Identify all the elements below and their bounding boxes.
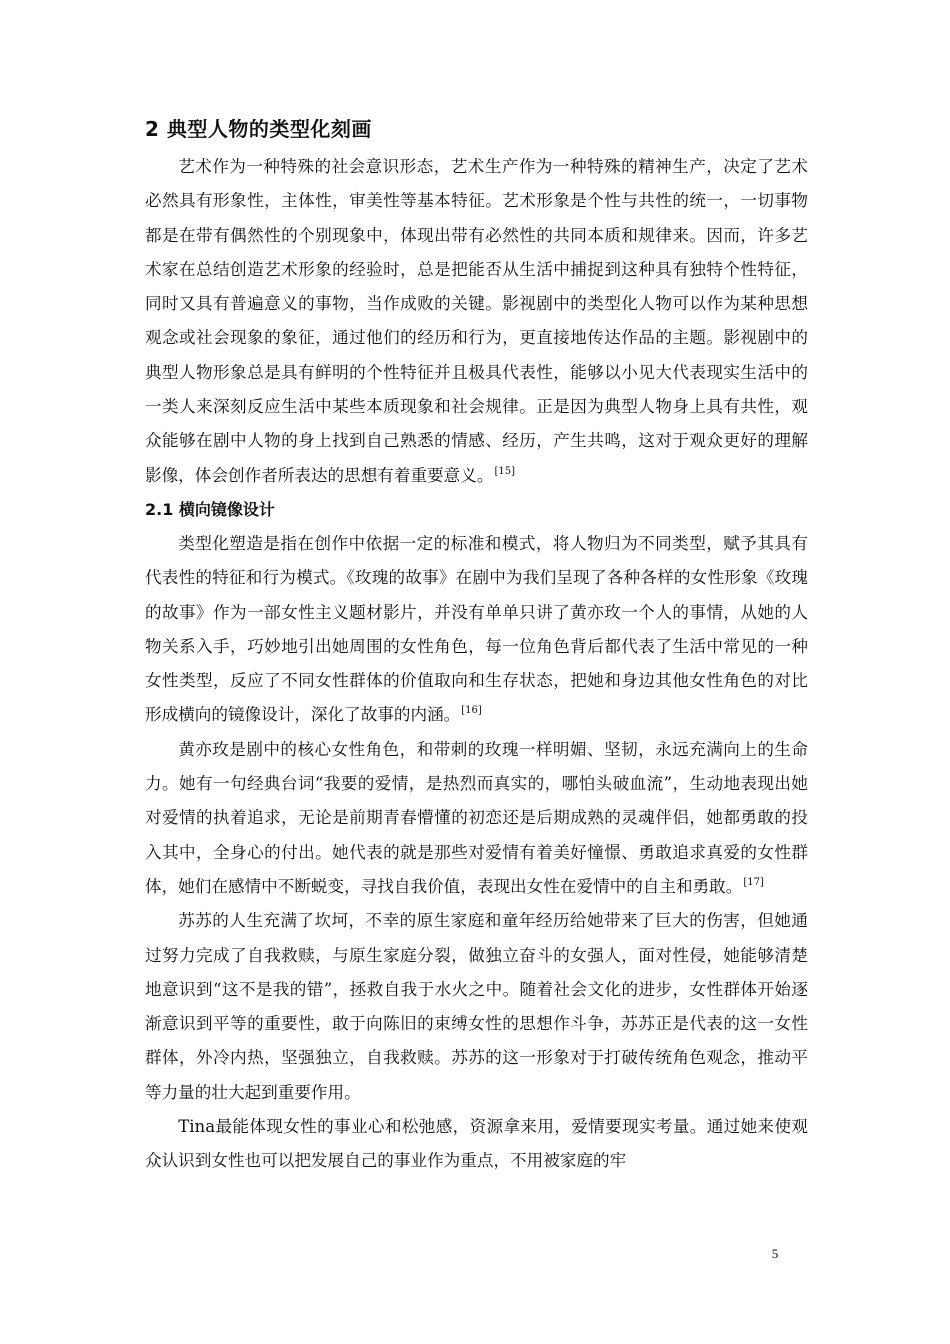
page-content bbox=[145, 112, 808, 1179]
paragraph-text: 苏苏的人生充满了坎坷，不幸的原生家庭和童年经历给她带来了巨大的伤害，但她通过努力完成了自我救赎，与原生家庭分裂，做独立奋斗的女强人，面对性侵，她能够清楚地意识到“这不是我的错”，拯救自我于水火之中。随着社会文化的进步，女性群体开始逐渐意识到平等的重要性，敢于向陈旧的束缚女性的思想作斗争，苏苏正是代表的这一女性群体，外冷内热，坚强独立，自我救赎。苏苏的这一形象对于打破传统角色观念，推动平等力量的壮大起到重要作用。 bbox=[145, 911, 808, 1102]
paragraph bbox=[145, 527, 808, 733]
subsection-heading: 2.1 横向镜像设计 bbox=[145, 499, 275, 519]
paragraph bbox=[145, 733, 808, 904]
paragraph-text: 类型化塑造是指在创作中依据一定的标准和模式，将人物归为不同类型，赋予其具有代表性的特征和行为模式。《玫瑰的故事》在剧中为我们呈现了各种各样的女性形象《玫瑰的故事》作为一部女性主义题材影片，并没有单单只讲了黄亦玫一个人的事情，从她的人物关系入手，巧妙地引出她周围的女性角色，每一位角色背后都代表了生活中常见的一种女性类型，反应了不同女性群体的价值取向和生存状态，把她和身边其他女性角色的对比形成横向的镜像设计，深化了故事的内涵。 bbox=[145, 533, 808, 725]
paragraph bbox=[145, 1110, 808, 1179]
citation-ref: [17] bbox=[743, 876, 764, 888]
citation-ref: [15] bbox=[494, 465, 515, 477]
paragraph-text: 艺术作为一种特殊的社会意识形态，艺术生产作为一种特殊的精神生产，决定了艺术必然具有形象性，主体性，审美性等基本特征。艺术形象是个性与共性的统一，一切事物都是在带有偶然性的个别现象中，体现出带有必然性的共同本质和规律来。因而，许多艺术家在总结创造艺术形象的经验时，总是把能否从生活中捕捉到这种具有独特个性特征，同时又具有普遍意义的事物，当作成败的关键。影视剧中的类型化人物可以作为某种思想观念或社会现象的象征，通过他们的经历和行为，更直接地传达作品的主题。影视剧中的典型人物形象总是具有鲜明的个性特征并且极具代表性，能够以小见大代表现实生活中的一类人来深刻反应生活中某些本质现象和社会规律。正是因为典型人物身上具有共性，观众能够在剧中人物的身上找到自己熟悉的情感、经历，产生共鸣，这对于观众更好的理解影像，体会创作者所表达的思想有着重要意义。 bbox=[145, 157, 808, 485]
citation-ref: [16] bbox=[461, 705, 482, 717]
paragraph-intro bbox=[145, 150, 808, 493]
paragraph-text: 黄亦玫是剧中的核心女性角色，和带刺的玫瑰一样明媚、坚韧，永远充满向上的生命力。她有一句经典台词“我要的爱情，是热烈而真实的，哪怕头破血流”，生动地表现出她对爱情的执着追求，无论是前期青春懵懂的初恋还是后期成熟的灵魂伴侣，她都勇敢的投入其中，全身心的付出。她代表的就是那些对爱情有着美好憧憬、勇敢追求真爱的女性群体，她们在感情中不断蜕变，寻找自我价值，表现出女性在爱情中的自主和勇敢。 bbox=[145, 739, 808, 896]
page-number: 5 bbox=[771, 1246, 779, 1261]
paragraph-text: Tina最能体现女性的事业心和松弛感，资源拿来用，爱情要现实考量。通过她来使观众认识到女性也可以把发展自己的事业作为重点，不用被家庭的牢 bbox=[145, 1117, 808, 1171]
section-heading: 2 典型人物的类型化刻画 bbox=[145, 117, 372, 141]
paragraph bbox=[145, 904, 808, 1110]
